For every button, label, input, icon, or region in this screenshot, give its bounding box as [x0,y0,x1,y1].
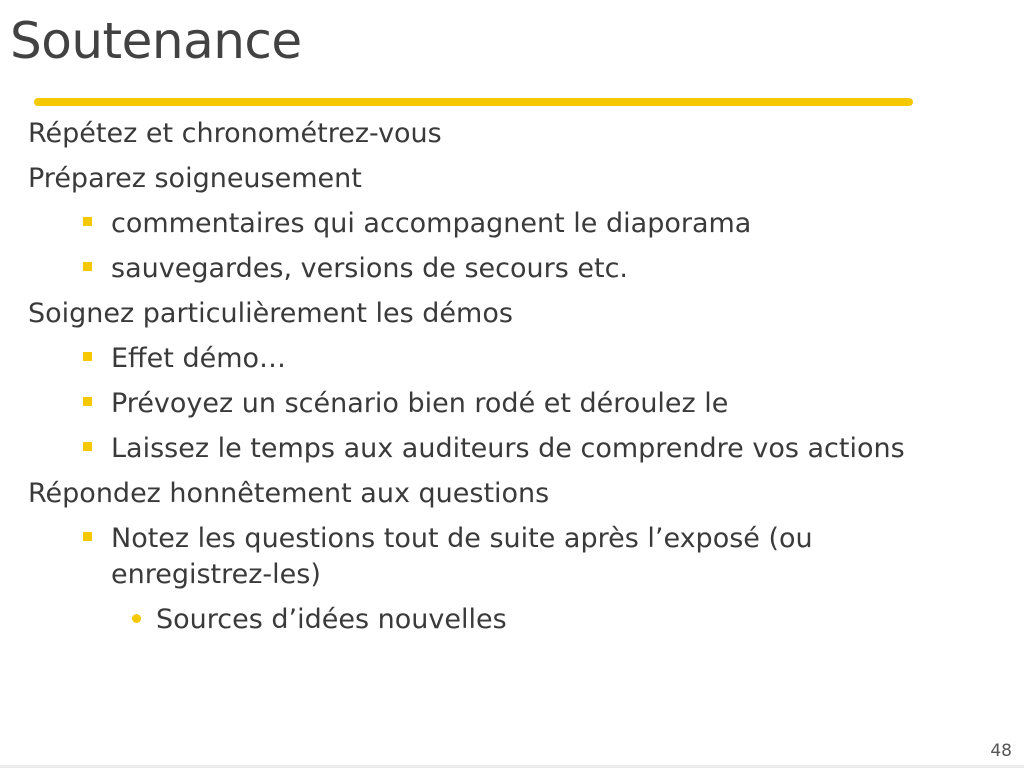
bullet-text: enregistrez-les) [111,559,321,590]
bullet-text: Soignez particulièrement les démos [28,298,513,329]
sub-sub-bullet-item [156,602,507,638]
page-number: 48 [990,741,1012,761]
square-bullet-icon [83,532,92,541]
sub-bullet-item [111,431,905,467]
bullet-text: Sources d’idées nouvelles [156,604,507,635]
dot-bullet-icon [132,614,141,623]
bullet-text: Prévoyez un scénario bien rodé et déroulez le [111,388,729,419]
square-bullet-icon [83,397,92,406]
bullet-item [28,296,513,332]
sub-bullet-item [111,341,286,377]
bullet-text: commentaires qui accompagnent le diaporama [111,208,752,239]
square-bullet-icon [83,442,92,451]
bullet-text: Répondez honnêtement aux questions [28,478,550,509]
sub-bullet-continuation [111,557,321,593]
sub-bullet-item [111,521,813,557]
slide-title: Soutenance [10,12,302,70]
bullet-item [28,161,362,197]
bullet-text: Effet démo… [111,343,287,374]
bullet-text: Répétez et chronométrez-vous [28,118,442,149]
bullet-text: Laissez le temps aux auditeurs de comprendre vos actions [111,433,905,464]
bullet-text: sauvegardes, versions de secours etc. [111,253,629,284]
bullet-text: Préparez soigneusement [28,163,362,194]
sub-bullet-item [111,251,628,287]
bullet-item [28,116,442,152]
square-bullet-icon [83,217,92,226]
sub-bullet-item [111,206,751,242]
title-underline-bar [34,98,913,106]
bullet-item [28,476,549,512]
square-bullet-icon [83,352,92,361]
square-bullet-icon [83,262,92,271]
bullet-text: Notez les questions tout de suite après l’exposé (ou [111,523,813,554]
sub-bullet-item [111,386,728,422]
